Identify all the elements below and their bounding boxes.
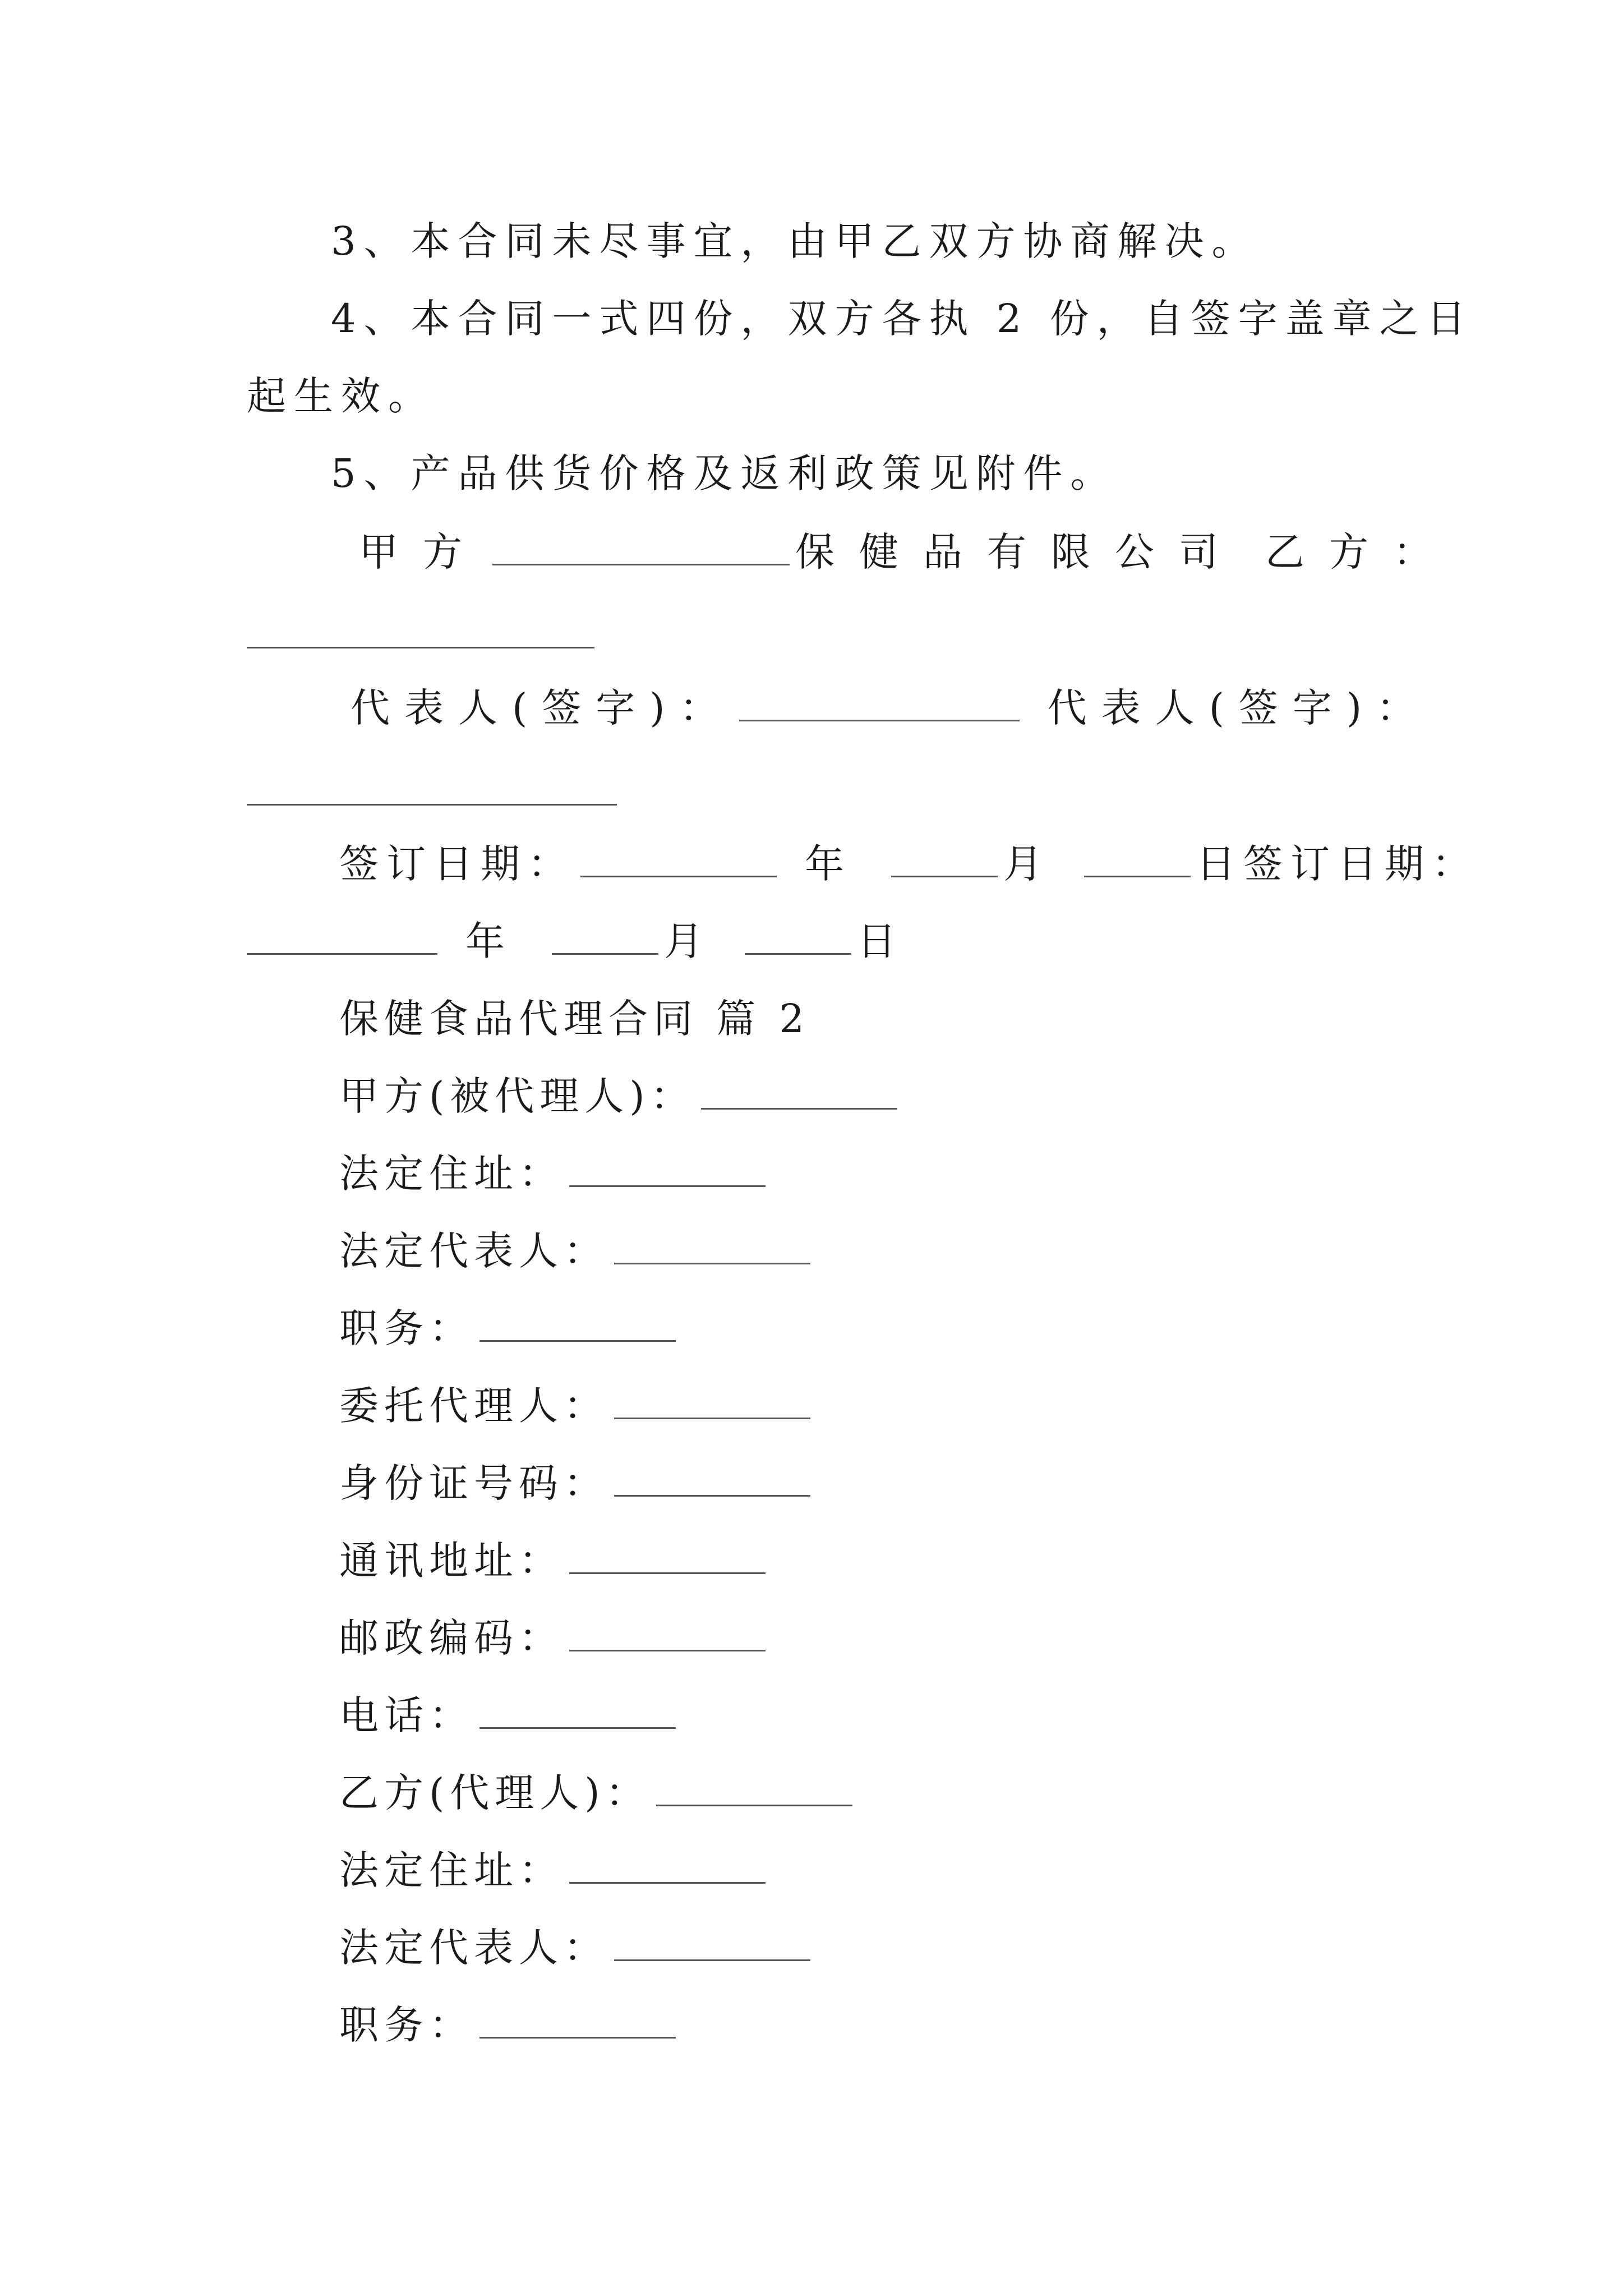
field-address-a — [339, 1145, 771, 1202]
field-postcode-blank — [569, 1611, 766, 1651]
date-label-a: 签订日期： — [339, 841, 575, 887]
field-position-a — [339, 1300, 681, 1356]
field-legal-rep-a-label: 法定代表人： — [339, 1228, 608, 1274]
field-position-b-blank — [479, 1998, 676, 2039]
party-b-blank-line — [247, 607, 594, 663]
field-id-number — [339, 1455, 816, 1511]
day-label-a: 日 — [1196, 841, 1243, 887]
party-a-blank — [492, 524, 790, 565]
rep-a-blank — [739, 680, 1020, 721]
month-blank-b — [552, 914, 658, 955]
date-line — [339, 836, 1479, 892]
day-blank-b — [745, 914, 851, 955]
clause-4-line-2: 起生效。 — [247, 373, 435, 419]
date-label-b: 签订日期： — [1243, 841, 1479, 887]
party-a-label: 甲方 — [359, 529, 487, 575]
field-position-b — [339, 1997, 681, 2053]
field-address-b-blank — [569, 1843, 766, 1884]
month-label-a: 月 — [1003, 841, 1050, 887]
field-legal-rep-b-blank — [614, 1920, 810, 1961]
year-blank-a — [580, 836, 777, 877]
field-phone-blank — [479, 1688, 676, 1729]
field-legal-rep-b-label: 法定代表人： — [339, 1925, 608, 1971]
clause-5: 5、产品供货价格及返利政策见附件。 — [331, 450, 1118, 496]
field-party-a-label: 甲方(被代理人)： — [339, 1073, 695, 1119]
field-address-a-blank — [569, 1146, 766, 1187]
year-label-b: 年 — [465, 918, 513, 964]
field-party-b — [339, 1765, 858, 1821]
field-phone-label: 电话： — [339, 1692, 474, 1738]
field-address-b — [339, 1842, 771, 1898]
field-legal-rep-a — [339, 1223, 816, 1279]
field-party-a-blank — [701, 1069, 897, 1110]
party-b-blank — [247, 608, 594, 648]
field-position-b-label: 职务： — [339, 2002, 474, 2048]
field-legal-rep-a-blank — [614, 1223, 810, 1264]
field-agent — [339, 1378, 816, 1434]
rep-b-blank-line — [247, 764, 617, 820]
section-2-title: 保健食品代理合同 篇 2 — [339, 996, 810, 1042]
field-phone — [339, 1687, 681, 1743]
field-position-a-label: 职务： — [339, 1305, 474, 1351]
day-blank-a — [1084, 836, 1191, 877]
field-legal-rep-b — [339, 1920, 816, 1976]
field-party-a — [339, 1068, 903, 1124]
rep-a-label: 代表人(签字)： — [351, 685, 734, 731]
rep-b-label: 代表人(签字)： — [1047, 685, 1431, 731]
month-label-b: 月 — [664, 918, 711, 964]
field-mail-address-blank — [569, 1533, 766, 1574]
field-postcode-label: 邮政编码： — [339, 1615, 564, 1661]
field-position-a-blank — [479, 1301, 676, 1342]
field-agent-blank — [614, 1378, 810, 1419]
year-label-a: 年 — [805, 841, 852, 887]
party-b-label: 乙方： — [1265, 529, 1457, 575]
field-id-number-label: 身份证号码： — [339, 1460, 608, 1506]
day-label-b: 日 — [857, 918, 904, 964]
representative-line — [351, 680, 1430, 736]
field-party-b-label: 乙方(代理人)： — [339, 1770, 651, 1816]
year-blank-b — [247, 914, 437, 955]
field-postcode — [339, 1610, 771, 1666]
field-agent-label: 委托代理人： — [339, 1383, 608, 1429]
field-mail-address-label: 通讯地址： — [339, 1538, 564, 1584]
clause-4-line-1: 4、本合同一式四份，双方各执 2 份，自签字盖章之日 — [331, 296, 1474, 342]
field-address-a-label: 法定住址： — [339, 1151, 564, 1197]
month-blank-a — [891, 836, 998, 877]
field-address-b-label: 法定住址： — [339, 1847, 564, 1893]
clause-3: 3、本合同未尽事宜，由甲乙双方协商解决。 — [331, 218, 1259, 264]
date-line-b — [247, 913, 904, 969]
rep-b-blank — [247, 765, 617, 806]
party-line — [359, 524, 1457, 580]
party-a-company: 保健品有限公司 — [795, 529, 1243, 575]
field-mail-address — [339, 1533, 771, 1589]
field-id-number-blank — [614, 1456, 810, 1497]
field-party-b-blank — [656, 1765, 852, 1806]
